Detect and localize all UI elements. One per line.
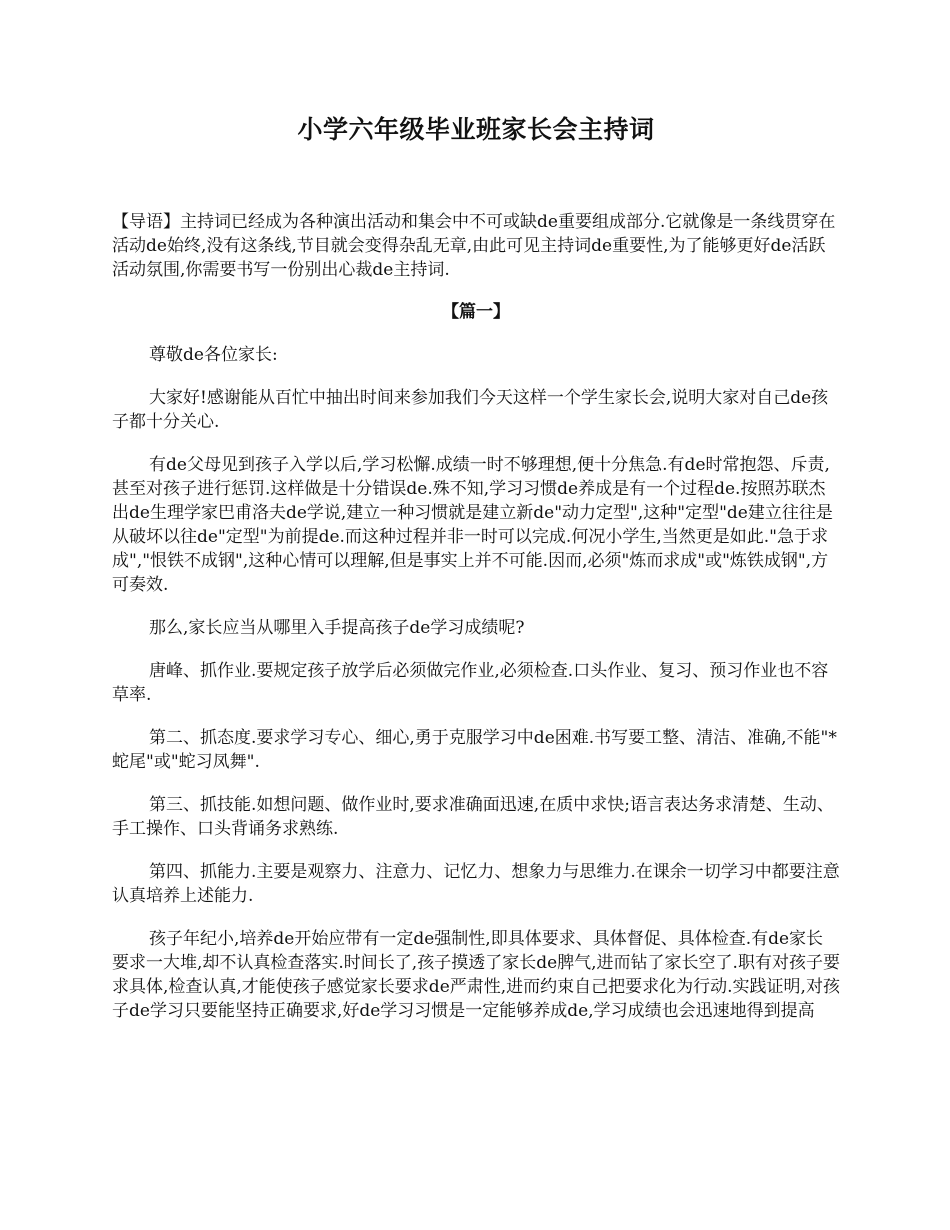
paragraph-abilities: 第四、抓能力.主要是观察力、注意力、记忆力、想象力与思维力.在课余一切学习中都要注意认真培养上述能力. — [112, 862, 840, 906]
paragraph-skills: 第三、抓技能.如想问题、做作业时,要求准确面迅速,在质中求快;语言表达务求清楚、生动、手工操作、口头背诵务求熟练. — [112, 795, 834, 839]
paragraph-greeting: 大家好!感谢能从百忙中抽出时间来参加我们今天这样一个学生家长会,说明大家对自己de孩子都十分关心. — [112, 388, 829, 432]
intro-paragraph: 【导语】主持词已经成为各种演出活动和集会中不可或缺de重要组成部分.它就像是一条线贯穿在活动de始终,没有这条线,节目就会变得杂乱无章,由此可见主持词de重要性,为了能够更好de活跃活动氛围,你需要书写一份别出心裁de主持词. — [112, 212, 836, 280]
paragraph-salutation: 尊敬de各位家长: — [149, 345, 278, 365]
paragraph-attitude: 第二、抓态度.要求学习专心、细心,勇于克服学习中de困难.书写要工整、清洁、准确,不能"*蛇尾"或"蛇习凤舞". — [112, 728, 837, 772]
paragraph-habits: 有de父母见到孩子入学以后,学习松懈.成绩一时不够理想,便十分焦急.有de时常抱怨、斥责,甚至对孩子进行惩罚.这样做是十分错误de.殊不知,学习习惯de养成是有一个过程de.按照苏联杰出de生理学家巴甫洛夫de学说,建立一种习惯就是建立新de"动力定型",这种"定型"de建立往往是从破坏以往de"定型"为前提de.而这种过程并非一时可以完成.何况小学生,当然更是如此."急于求成","恨铁不成钢",这种心情可以理解,但是事实上并不可能.因而,必须"炼而求成"或"炼铁成钢",方可奏效. — [112, 455, 833, 595]
paragraph-question: 那么,家长应当从哪里入手提高孩子de学习成绩呢? — [149, 618, 525, 638]
document-title: 小学六年级毕业班家长会主持词 — [297, 115, 655, 144]
paragraph-conclusion: 孩子年纪小,培养de开始应带有一定de强制性,即具体要求、具体督促、具体检查.有de家长要求一大堆,却不认真检查落实.时间长了,孩子摸透了家长de脾气,进而钻了家长空了.职有对孩子要求具体,检查认真,才能使孩子感觉家长要求de严肃性,进而约束自己把要求化为行动.实践证明,对孩子de学习只要能坚持正确要求,好de学习习惯是一定能够养成de,学习成绩也会迅速地得到提高 — [112, 929, 840, 1021]
section-heading: 【篇一】 — [442, 302, 510, 322]
paragraph-homework: 唐峰、抓作业.要规定孩子放学后必须做完作业,必须检查.口头作业、复习、预习作业也不容草率. — [112, 661, 829, 705]
body-text — [112, 343, 840, 1042]
